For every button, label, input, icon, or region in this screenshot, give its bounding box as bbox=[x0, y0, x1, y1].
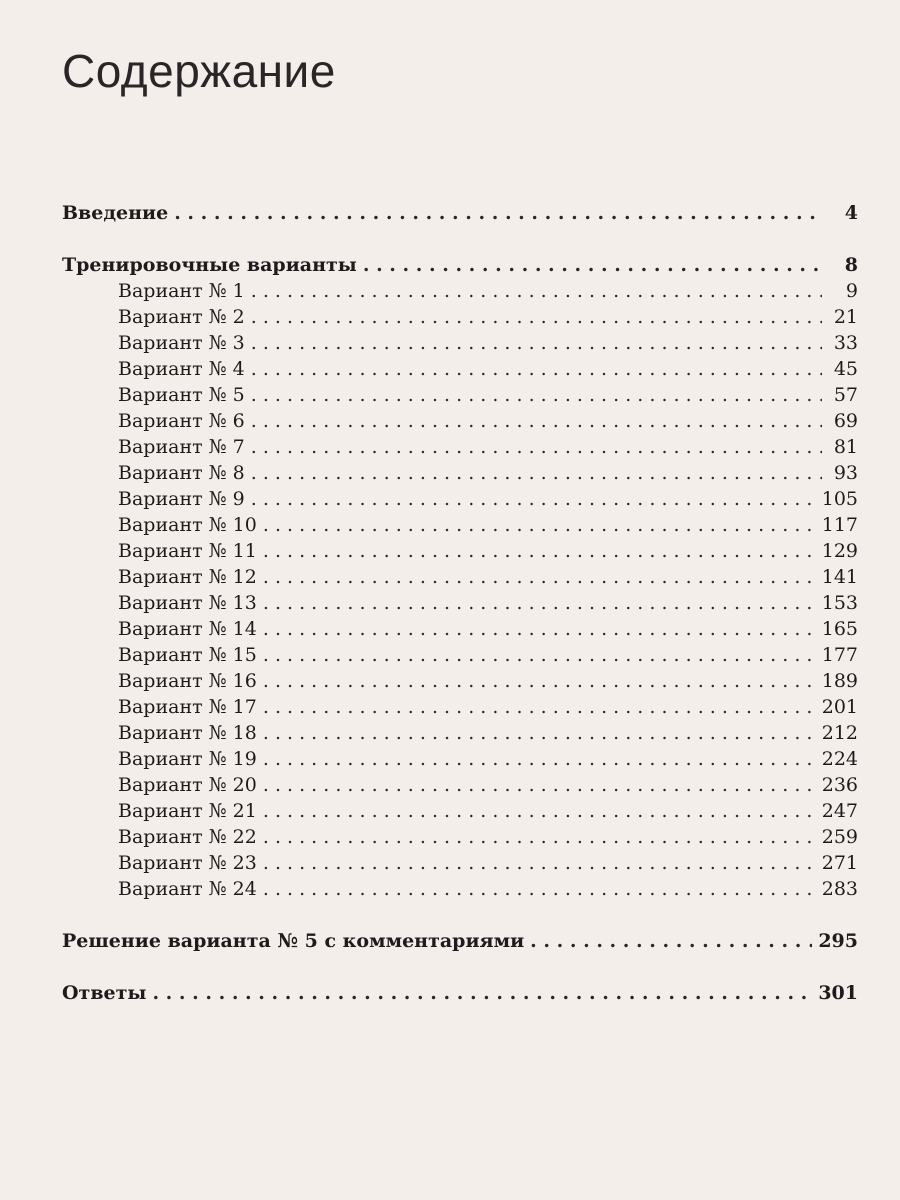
dot-leader bbox=[263, 642, 816, 668]
toc-entry-label: Вариант № 22 bbox=[118, 826, 257, 848]
toc-entry-label: Вариант № 8 bbox=[118, 462, 245, 484]
toc-entry-variant[interactable] bbox=[62, 720, 858, 746]
dot-leader bbox=[263, 694, 816, 720]
toc-entry-variant[interactable] bbox=[62, 590, 858, 616]
toc-entry-label: Вариант № 5 bbox=[118, 384, 245, 406]
toc-entry-page: 177 bbox=[821, 644, 858, 666]
toc-entry-page: 259 bbox=[821, 826, 858, 848]
toc-entry-label: Вариант № 13 bbox=[118, 592, 257, 614]
toc-entry-label: Вариант № 24 bbox=[118, 878, 257, 900]
dot-leader bbox=[263, 746, 816, 772]
toc-entry-page: 189 bbox=[821, 670, 858, 692]
dot-leader bbox=[263, 850, 816, 876]
toc-entry-page: 69 bbox=[833, 410, 858, 432]
dot-leader bbox=[363, 252, 822, 278]
dot-leader bbox=[263, 876, 816, 902]
toc-entry-training[interactable] bbox=[62, 252, 858, 278]
dot-leader bbox=[251, 408, 822, 434]
toc-entry-page: 33 bbox=[833, 332, 858, 354]
table-of-contents bbox=[62, 200, 858, 1006]
toc-entry-label: Ответы bbox=[62, 982, 147, 1004]
dot-leader bbox=[263, 564, 816, 590]
page-title: Содержание bbox=[62, 45, 336, 97]
dot-leader bbox=[251, 434, 822, 460]
toc-entry-variant[interactable] bbox=[62, 460, 858, 486]
toc-entry-page: 21 bbox=[833, 306, 858, 328]
toc-entry-label: Вариант № 2 bbox=[118, 306, 245, 328]
toc-entry-page: 247 bbox=[821, 800, 858, 822]
dot-leader bbox=[263, 512, 816, 538]
toc-entry-label: Вариант № 21 bbox=[118, 800, 257, 822]
dot-leader bbox=[263, 720, 816, 746]
toc-entry-variant[interactable] bbox=[62, 538, 858, 564]
toc-entry-label: Вариант № 23 bbox=[118, 852, 257, 874]
toc-entry-label: Вариант № 4 bbox=[118, 358, 245, 380]
toc-entry-variant[interactable] bbox=[62, 642, 858, 668]
dot-leader bbox=[251, 278, 822, 304]
dot-leader bbox=[251, 460, 822, 486]
toc-entry-variant[interactable] bbox=[62, 408, 858, 434]
toc-entry-page: 295 bbox=[818, 930, 858, 952]
dot-leader bbox=[263, 798, 816, 824]
toc-entry-page: 212 bbox=[821, 722, 858, 744]
dot-leader bbox=[263, 616, 816, 642]
toc-entry-page: 236 bbox=[821, 774, 858, 796]
toc-entry-variant[interactable] bbox=[62, 512, 858, 538]
toc-entry-label: Решение варианта № 5 с комментариями bbox=[62, 930, 525, 952]
toc-entry-label: Вариант № 12 bbox=[118, 566, 257, 588]
dot-leader bbox=[251, 356, 822, 382]
toc-entry-page: 117 bbox=[821, 514, 858, 536]
toc-entry-page: 141 bbox=[821, 566, 858, 588]
toc-entry-variant[interactable] bbox=[62, 876, 858, 902]
toc-entry-variant[interactable] bbox=[62, 434, 858, 460]
toc-entry-label: Вариант № 19 bbox=[118, 748, 257, 770]
toc-entry-label: Вариант № 15 bbox=[118, 644, 257, 666]
toc-entry-page: 165 bbox=[821, 618, 858, 640]
dot-leader bbox=[263, 824, 816, 850]
toc-entry-page: 81 bbox=[833, 436, 858, 458]
toc-entry-variant[interactable] bbox=[62, 304, 858, 330]
toc-entry-label: Вариант № 14 bbox=[118, 618, 257, 640]
toc-entry-label: Вариант № 7 bbox=[118, 436, 245, 458]
toc-entry-label: Вариант № 20 bbox=[118, 774, 257, 796]
toc-entry-page: 153 bbox=[821, 592, 858, 614]
toc-entry-variant[interactable] bbox=[62, 772, 858, 798]
toc-entry-label: Вариант № 1 bbox=[118, 280, 245, 302]
toc-entry-variant[interactable] bbox=[62, 798, 858, 824]
dot-leader bbox=[251, 330, 822, 356]
variant-list bbox=[62, 278, 858, 902]
toc-entry-page: 9 bbox=[845, 280, 858, 302]
toc-entry-variant[interactable] bbox=[62, 564, 858, 590]
toc-entry-variant[interactable] bbox=[62, 330, 858, 356]
toc-entry-page: 201 bbox=[821, 696, 858, 718]
toc-entry-page: 4 bbox=[844, 202, 858, 224]
toc-entry-page: 224 bbox=[821, 748, 858, 770]
toc-entry-page: 8 bbox=[844, 254, 858, 276]
dot-leader bbox=[174, 200, 822, 226]
toc-entry-page: 301 bbox=[818, 982, 858, 1004]
dot-leader bbox=[251, 382, 822, 408]
toc-entry-variant[interactable] bbox=[62, 616, 858, 642]
toc-entry-variant[interactable] bbox=[62, 278, 858, 304]
toc-entry-variant[interactable] bbox=[62, 824, 858, 850]
toc-entry-page: 93 bbox=[833, 462, 858, 484]
toc-entry-label: Вариант № 10 bbox=[118, 514, 257, 536]
toc-entry-variant[interactable] bbox=[62, 850, 858, 876]
dot-leader bbox=[251, 304, 822, 330]
toc-entry-label: Введение bbox=[62, 202, 169, 224]
toc-entry-page: 57 bbox=[833, 384, 858, 406]
toc-entry-intro[interactable] bbox=[62, 200, 858, 226]
toc-entry-variant[interactable] bbox=[62, 668, 858, 694]
dot-leader bbox=[263, 772, 816, 798]
toc-entry-label: Вариант № 6 bbox=[118, 410, 245, 432]
dot-leader bbox=[530, 928, 812, 954]
toc-entry-label: Вариант № 9 bbox=[118, 488, 245, 510]
dot-leader bbox=[263, 538, 816, 564]
toc-entry-label: Вариант № 16 bbox=[118, 670, 257, 692]
dot-leader bbox=[251, 486, 816, 512]
toc-entry-variant[interactable] bbox=[62, 382, 858, 408]
toc-entry-variant[interactable] bbox=[62, 486, 858, 512]
toc-entry-solution[interactable] bbox=[62, 928, 858, 954]
toc-entry-page: 105 bbox=[821, 488, 858, 510]
toc-entry-variant[interactable] bbox=[62, 694, 858, 720]
toc-entry-variant[interactable] bbox=[62, 746, 858, 772]
dot-leader bbox=[152, 980, 812, 1006]
toc-entry-page: 45 bbox=[833, 358, 858, 380]
toc-entry-label: Вариант № 17 bbox=[118, 696, 257, 718]
dot-leader bbox=[263, 590, 816, 616]
toc-entry-answers[interactable] bbox=[62, 980, 858, 1006]
toc-entry-page: 283 bbox=[821, 878, 858, 900]
toc-entry-label: Вариант № 11 bbox=[118, 540, 257, 562]
toc-entry-page: 271 bbox=[821, 852, 858, 874]
toc-entry-label: Тренировочные варианты bbox=[62, 254, 357, 276]
toc-entry-variant[interactable] bbox=[62, 356, 858, 382]
toc-entry-label: Вариант № 18 bbox=[118, 722, 257, 744]
dot-leader bbox=[263, 668, 816, 694]
toc-entry-label: Вариант № 3 bbox=[118, 332, 245, 354]
toc-entry-page: 129 bbox=[821, 540, 858, 562]
